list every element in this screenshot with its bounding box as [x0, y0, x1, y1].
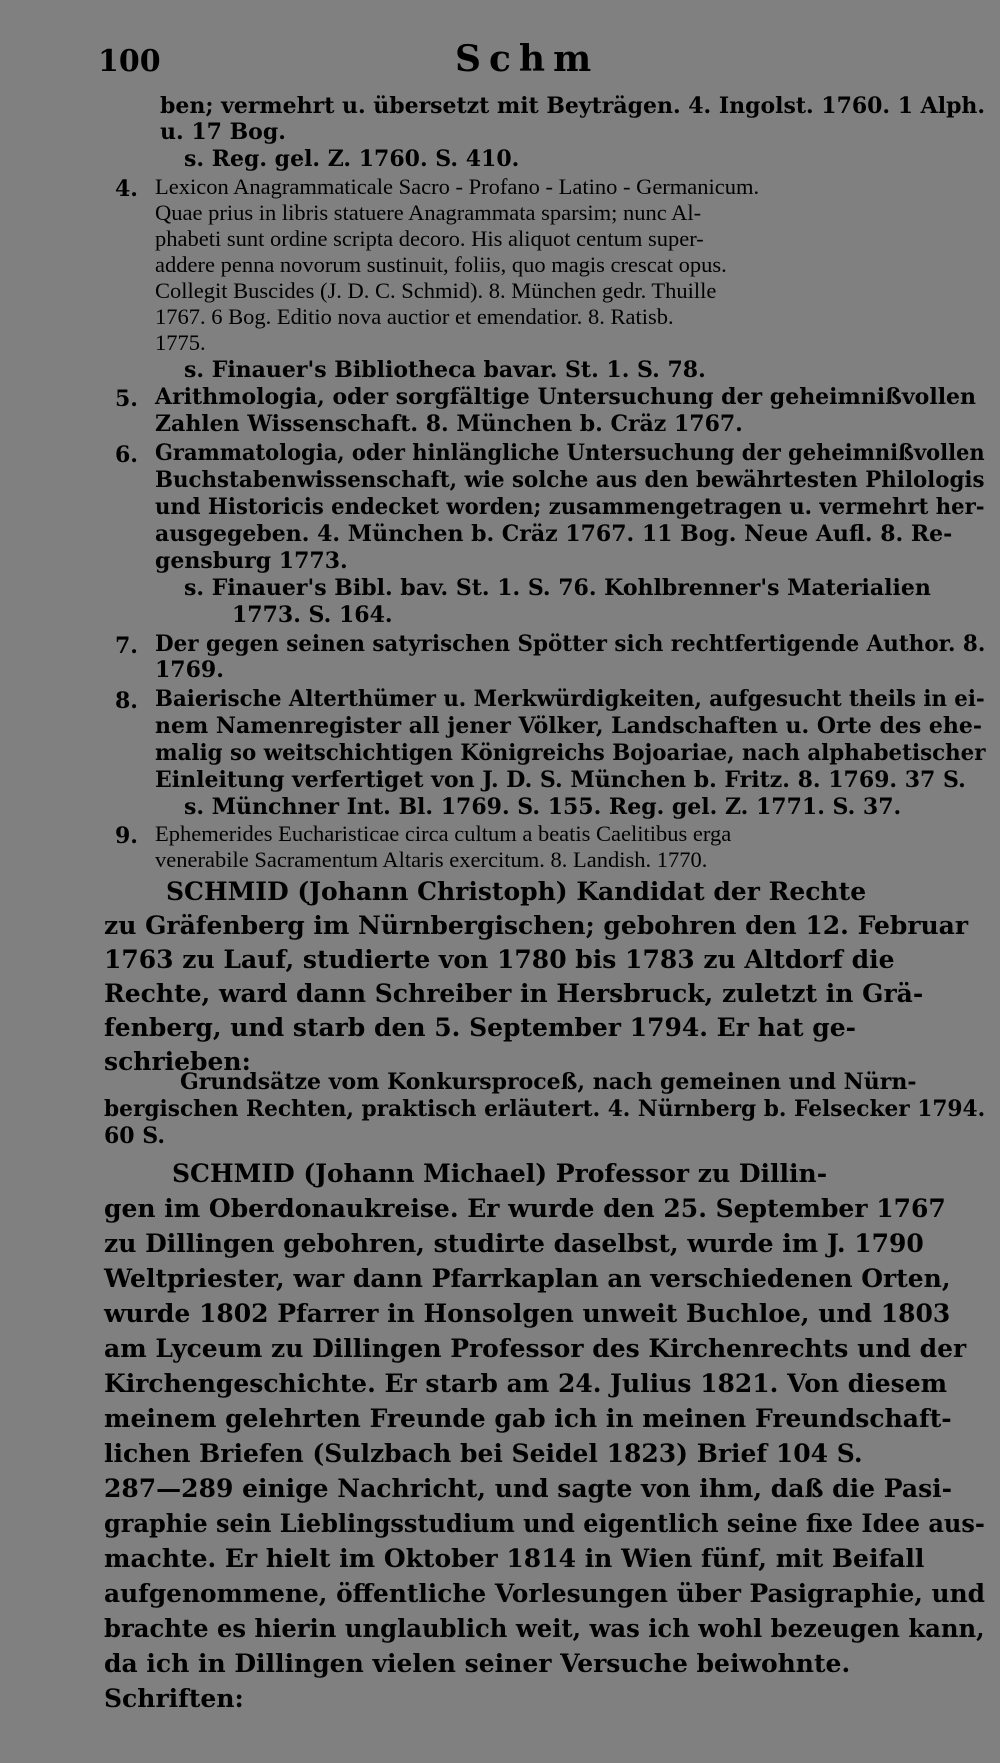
bio-line: zu Dillingen gebohren, studirte daselbst, wurde im J. 1790	[104, 1229, 924, 1258]
entry-line: addere penna novorum sustinuit, foliis, quo magis crescat opus.	[155, 252, 727, 277]
bio-heading-line: SCHMID (Johann Christoph) Kandidat der Rechte	[166, 877, 867, 906]
entry-number: 6.	[115, 442, 138, 468]
bio-line: wurde 1802 Pfarrer in Honsolgen unweit Buchloe, und 1803	[104, 1299, 951, 1328]
entry-line: Einleitung verfertiget von J. D. S. München b. Fritz. 8. 1769. 37 S.	[155, 767, 966, 793]
running-head: Schm	[455, 38, 600, 80]
work-line: bergischen Rechten, praktisch erläutert. 4. Nürnberg b. Felsecker 1794.	[104, 1096, 986, 1122]
entry-line: Collegit Buscides (J. D. C. Schmid). 8. München gedr. Thuille	[155, 278, 717, 303]
bio-line: machte. Er hielt im Oktober 1814 in Wien fünf, mit Beifall	[104, 1544, 925, 1573]
reference-line: s. Reg. gel. Z. 1760. S. 410.	[184, 146, 520, 172]
reference-line: s. Münchner Int. Bl. 1769. S. 155. Reg. gel. Z. 1771. S. 37.	[184, 794, 902, 820]
entry-line: u. 17 Bog.	[160, 119, 286, 145]
entry-line: 1767. 6 Bog. Editio nova auctior et emendatior. 8. Ratisb.	[155, 304, 674, 329]
entry-line: ben; vermehrt u. übersetzt mit Beyträgen. 4. Ingolst. 1760. 1 Alph.	[160, 93, 986, 119]
bio-line: meinem gelehrten Freunde gab ich in meinen Freundschaft-	[104, 1404, 952, 1433]
entry-line: Lexicon Anagrammaticale Sacro - Profano - Latino - Germanicum.	[155, 174, 760, 199]
bio-line: Schriften:	[104, 1684, 244, 1713]
entry-line: gensburg 1773.	[155, 548, 348, 574]
bio-line: Rechte, ward dann Schreiber in Hersbruck, zuletzt in Grä-	[104, 979, 924, 1008]
bio-line: schrieben:	[104, 1047, 251, 1076]
entry-line: Buchstabenwissenschaft, wie solche aus den bewährtesten Philologis	[155, 467, 985, 493]
entry-line: Grammatologia, oder hinlängliche Untersuchung der geheimnißvollen	[155, 440, 985, 466]
entry-number: 8.	[115, 688, 138, 714]
reference-line: 1773. S. 164.	[232, 602, 393, 628]
entry-line: ausgegeben. 4. München b. Cräz 1767. 11 Bog. Neue Aufl. 8. Re-	[155, 521, 953, 547]
entry-line: malig so weitschichtigen Königreichs Bojoariae, nach alphabetischer	[155, 740, 986, 766]
bio-line: fenberg, und starb den 5. September 1794. Er hat ge-	[104, 1013, 856, 1042]
bio-line: Weltpriester, war dann Pfarrkaplan an verschiedenen Orten,	[104, 1264, 951, 1293]
entry-number: 7.	[115, 633, 138, 659]
entry-line: 1775.	[155, 330, 206, 355]
bio-line: lichen Briefen (Sulzbach bei Seidel 1823) Brief 104 S.	[104, 1439, 863, 1468]
entry-line: Quae prius in libris statuere Anagrammata sparsim; nunc Al-	[155, 200, 702, 225]
bio-line: 1763 zu Lauf, studierte von 1780 bis 1783 zu Altdorf die	[104, 945, 895, 974]
bio-heading-line: SCHMID (Johann Michael) Professor zu Dillin-	[172, 1159, 828, 1188]
bio-line: gen im Oberdonaukreise. Er wurde den 25. September 1767	[104, 1194, 946, 1223]
page-number: 100	[98, 44, 161, 79]
entry-line: nem Namenregister all jener Völker, Landschaften u. Orte des ehe-	[155, 713, 982, 739]
reference-line: s. Finauer's Bibl. bav. St. 1. S. 76. Kohlbrenner's Materialien	[184, 575, 931, 601]
bio-line: aufgenommene, öffentliche Vorlesungen über Pasigraphie, und	[104, 1579, 985, 1608]
bio-line: am Lyceum zu Dillingen Professor des Kirchenrechts und der	[104, 1334, 967, 1363]
entry-line: Ephemerides Eucharisticae circa cultum a beatis Caelitibus erga	[155, 821, 732, 846]
bio-line: brachte es hierin unglaublich weit, was ich wohl bezeugen kann,	[104, 1614, 985, 1643]
bio-line: da ich in Dillingen vielen seiner Versuche beiwohnte.	[104, 1649, 851, 1678]
entry-line: Arithmologia, oder sorgfältige Untersuchung der geheimnißvollen	[155, 384, 977, 410]
bio-line: zu Gräfenberg im Nürnbergischen; gebohren den 12. Februar	[104, 911, 969, 940]
bio-line: Kirchengeschichte. Er starb am 24. Julius 1821. Von diesem	[104, 1369, 948, 1398]
entry-number: 5.	[115, 386, 138, 412]
entry-line: Zahlen Wissenschaft. 8. München b. Cräz 1767.	[155, 411, 743, 437]
bio-line: graphie sein Lieblingsstudium und eigentlich seine fixe Idee aus-	[104, 1509, 985, 1538]
work-line: 60 S.	[104, 1123, 166, 1149]
bio-line: 287—289 einige Nachricht, und sagte von ihm, daß die Pasi-	[104, 1474, 953, 1503]
entry-line: Der gegen seinen satyrischen Spötter sich rechtfertigende Author. 8.	[155, 631, 986, 657]
entry-line: Baierische Alterthümer u. Merkwürdigkeiten, aufgesucht theils in ei-	[155, 686, 985, 712]
entry-number: 9.	[115, 823, 138, 849]
entry-line: venerabile Sacramentum Altaris exercitum. 8. Landish. 1770.	[155, 847, 708, 872]
reference-line: s. Finauer's Bibliotheca bavar. St. 1. S. 78.	[184, 357, 706, 383]
entry-line: 1769.	[155, 657, 224, 683]
entry-line: und Historicis endecket worden; zusammengetragen u. vermehrt her-	[155, 494, 985, 520]
entry-number: 4.	[115, 176, 138, 202]
entry-line: phabeti sunt ordine scripta decoro. His aliquot centum super-	[155, 226, 704, 251]
work-line: Grundsätze vom Konkursproceß, nach gemeinen und Nürn-	[180, 1069, 917, 1095]
